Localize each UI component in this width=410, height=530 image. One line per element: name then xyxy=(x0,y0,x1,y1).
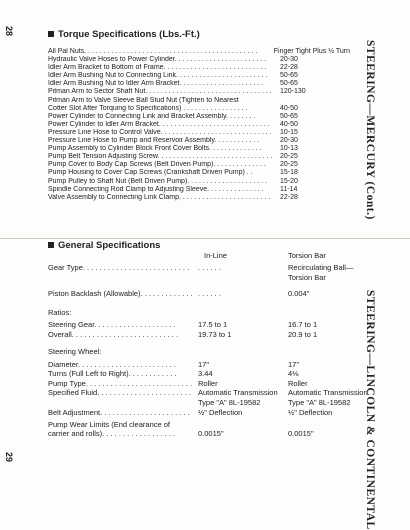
spec-row xyxy=(48,398,350,408)
torque-item-label: Power Cylinder to Connecting Link and Bracket Assembly. . . . . . . . xyxy=(48,112,256,120)
torque-item-value: 50-65 xyxy=(280,112,298,120)
torque-row xyxy=(48,113,350,121)
spec-value-inline: 19.73 to 1 xyxy=(198,329,232,339)
page-divider xyxy=(0,238,410,239)
spec-label: Pump Wear Limits (End clearance of xyxy=(48,419,170,429)
torque-item-label: Spindle Connecting Rod Clamp to Adjusting Sleeve. . . . . . . . . . . . . . . xyxy=(48,185,264,193)
spec-row xyxy=(48,429,350,439)
spec-value-torsion-bar: Roller xyxy=(288,378,308,388)
spec-label: Steering Wheel: xyxy=(48,347,102,356)
torque-item-value xyxy=(276,97,350,105)
page-number-top: 28 xyxy=(4,25,15,37)
spec-label: carrier and rolls). . . . . . . . . . . . . . . . . . xyxy=(48,429,176,438)
spec-row xyxy=(48,289,350,299)
section-bullet-icon xyxy=(48,242,54,248)
torque-item-label: Pressure Line Hose to Pump and Reservoir Assembly. . . . . . . . . . . . xyxy=(48,137,260,145)
torque-row xyxy=(48,97,350,105)
torque-table xyxy=(48,48,350,202)
torque-item-value: 50-65 xyxy=(280,80,298,88)
spec-row xyxy=(48,408,350,418)
torque-item-value: 40-50 xyxy=(280,104,298,112)
torque-item-label: Pitman Arm to Sector Shaft Nut. . . . . . . . . . . . . . . . . . . . . . . . . . . . . . . . . xyxy=(48,88,272,96)
spec-row xyxy=(48,273,350,283)
spec-value-torsion-bar: 17" xyxy=(288,359,300,369)
spec-row xyxy=(48,360,350,370)
torque-row xyxy=(48,72,350,80)
torque-item-value: 40-50 xyxy=(280,120,298,128)
general-table xyxy=(48,263,368,439)
torque-item-value: 22-28 xyxy=(280,64,298,72)
torque-item-value: 20-25 xyxy=(280,161,298,169)
spec-value-inline: . . . . . . xyxy=(198,289,221,298)
spec-row xyxy=(48,308,350,318)
torque-item-label: Pump Pulley to Shaft Nut (Belt Driven Pump). . . . . . . . . . . . . . . . . . . . . xyxy=(48,177,268,185)
spec-label: Turns (Full Left to Right). . . . . . . . . . . . xyxy=(48,369,177,378)
spec-value-inline: ½" Deflection xyxy=(198,408,243,417)
torque-item-label: Valve Assembly to Connecting Link Clamp. . . . . . . . . . . . . . . . . . . . . . . . xyxy=(48,193,271,201)
torque-row xyxy=(48,88,350,96)
spec-value-torsion-bar: Type "A" 8L-19582 xyxy=(288,397,351,407)
spec-value-torsion-bar: 4⅛ xyxy=(288,369,299,378)
spec-value-torsion-bar: 0.0015" xyxy=(288,429,314,438)
spec-label: Gear Type. . . . . . . . . . . . . . . . . . . . . . . . . . xyxy=(48,263,190,272)
torque-item-value: 10-15 xyxy=(280,128,298,136)
torque-item-value: 22-28 xyxy=(280,193,298,201)
torque-item-value: 15-18 xyxy=(280,169,298,177)
general-column-headers xyxy=(48,251,350,263)
spec-row xyxy=(48,388,368,398)
torque-row xyxy=(48,153,350,161)
column-header-torsion-bar: Torsion Bar xyxy=(288,251,326,260)
torque-row xyxy=(48,48,350,56)
torque-row xyxy=(48,137,350,145)
torque-item-label: Hydraulic Valve Hoses to Power Cylinder. . . . . . . . . . . . . . . . . . . . . . . . xyxy=(48,56,267,64)
spec-value-torsion-bar: Recirculating Ball— xyxy=(288,263,354,272)
spec-label: Steering Gear. . . . . . . . . . . . . . . . . . . . xyxy=(48,320,176,329)
spec-value-torsion-bar: Torsion Bar xyxy=(288,272,326,282)
torque-row xyxy=(48,194,350,202)
spec-row xyxy=(48,347,350,357)
torque-row xyxy=(48,145,350,153)
torque-item-label: Idler Arm Bushing Nut to Connecting Link. . . . . . . . . . . . . . . . . . . . . . . . xyxy=(48,72,268,80)
spec-value-inline: Automatic Transmission xyxy=(198,388,278,397)
torque-row xyxy=(48,56,350,64)
torque-title-text: Torque Specifications (Lbs.-Ft.) xyxy=(58,29,200,40)
spec-value-inline: Roller xyxy=(198,378,218,388)
torque-row xyxy=(48,80,350,88)
torque-item-label: Pump Housing to Cover Cap Screws (Crankshaft Driven Pump) . . xyxy=(48,169,253,177)
spec-label: Belt Adjustment. . . . . . . . . . . . . . . . . . . . . . xyxy=(48,408,190,417)
spec-label: Overall. . . . . . . . . . . . . . . . . . . . . . . . . . xyxy=(48,329,179,339)
torque-row xyxy=(48,178,350,186)
side-label-mercury: STEERING—MERCURY (Cont.) xyxy=(364,40,376,220)
spec-value-inline: Type "A" 8L-19582 xyxy=(198,397,261,407)
spec-row xyxy=(48,420,350,430)
spec-value-torsion-bar: Automatic Transmission xyxy=(288,388,368,397)
spec-value-inline: 3.44 xyxy=(198,369,213,378)
torque-row xyxy=(48,105,350,113)
spec-row xyxy=(48,369,350,379)
spec-value-torsion-bar: 16.7 to 1 xyxy=(288,320,318,329)
section-bullet-icon xyxy=(48,31,54,37)
general-title xyxy=(48,240,350,251)
torque-item-label: Pump Belt Tension Adjusting Screw. . . . . . . . . . . . . . . . . . . . . . . . . . . . . . xyxy=(48,153,273,161)
spec-value-inline: 0.0015" xyxy=(198,429,224,438)
spec-value-torsion-bar: ½" Deflection xyxy=(288,408,333,417)
torque-item-label: All Pal Nuts. . . . . . . . . . . . . . . . . . . . . . . . . . . . . . . . . . . . . . . . . . . . . xyxy=(48,48,258,55)
torque-item-label: Pitman Arm to Valve Sleeve Ball Stud Nut (Tighten to Nearest xyxy=(48,96,239,104)
torque-item-value: 20-25 xyxy=(280,153,298,161)
torque-item-label: Idler Arm Bracket to Bottom of Frame. . . . . . . . . . . . . . . . . . . . . . . . . . . xyxy=(48,64,267,72)
spec-row xyxy=(48,263,354,273)
torque-specifications xyxy=(48,29,350,202)
spec-row xyxy=(48,320,350,330)
torque-item-label: Cotter Slot After Torquing to Specifications) . . . . . . . . . . . . . . . . . xyxy=(48,104,248,112)
spec-label: Specified Fluid. . . . . . . . . . . . . . . . . . . . . . . xyxy=(48,388,191,397)
torque-item-value: 15-20 xyxy=(280,177,298,185)
torque-item-value: 20-30 xyxy=(280,56,298,64)
torque-item-label: Idler Arm Bushing Nut to Idler Arm Bracket. . . . . . . . . . . . . . . . . . . . . . xyxy=(48,80,264,88)
spec-row xyxy=(48,379,350,389)
spec-label: Ratios: xyxy=(48,307,72,317)
spec-label: Pump Type. . . . . . . . . . . . . . . . . . . . . . . . . . xyxy=(48,378,193,388)
torque-item-value: 120-130 xyxy=(280,88,306,96)
torque-row xyxy=(48,169,350,177)
spec-value-torsion-bar: 0.004" xyxy=(288,289,310,298)
general-specifications xyxy=(48,240,368,439)
spec-label: Diameter. . . . . . . . . . . . . . . . . . . . . . . . xyxy=(48,359,176,369)
torque-item-value: 11-14 xyxy=(280,185,298,193)
torque-item-value: Finger Tight Plus ½ Turn xyxy=(273,48,350,55)
torque-item-value: 10-13 xyxy=(280,145,298,153)
torque-row xyxy=(48,161,350,169)
spec-value-inline: . . . . . . xyxy=(198,263,221,272)
torque-item-value: 50-65 xyxy=(280,72,298,80)
spec-value-torsion-bar: 20.9 to 1 xyxy=(288,329,318,339)
torque-item-value: 20-30 xyxy=(280,137,298,145)
torque-row xyxy=(48,64,350,72)
torque-row xyxy=(48,121,350,129)
torque-item-label: Power Cylinder to Idler Arm Bracket. . . . . . . . . . . . . . . . . . . . . . . . . . . . . xyxy=(48,120,270,128)
torque-row xyxy=(48,186,350,194)
spec-row xyxy=(48,330,350,340)
spec-label: Piston Backlash (Allowable). . . . . . . . . . . . . xyxy=(48,289,193,298)
spec-value-inline: 17" xyxy=(198,359,210,369)
general-title-text: General Specifications xyxy=(58,240,161,251)
torque-item-label: Pump Cover to Body Cap Screws (Belt Driven Pump). . . . . . . . . . . . . . xyxy=(48,161,266,169)
side-label-lincoln: STEERING—LINCOLN & CONTINENTAL xyxy=(364,290,376,530)
torque-item-label: Pump Assembly to Cylinder Block Front Cover Bolts. . . . . . . . . . . . . . xyxy=(48,145,262,153)
page-number-bottom: 29 xyxy=(4,451,15,463)
torque-row xyxy=(48,129,350,137)
spec-value-inline: 17.5 to 1 xyxy=(198,320,228,329)
torque-title xyxy=(48,29,350,40)
torque-item-label: Pressure Line Hose to Control Valve. . . . . . . . . . . . . . . . . . . . . . . . . . . . . xyxy=(48,128,272,136)
column-header-inline: In-Line xyxy=(204,251,227,260)
